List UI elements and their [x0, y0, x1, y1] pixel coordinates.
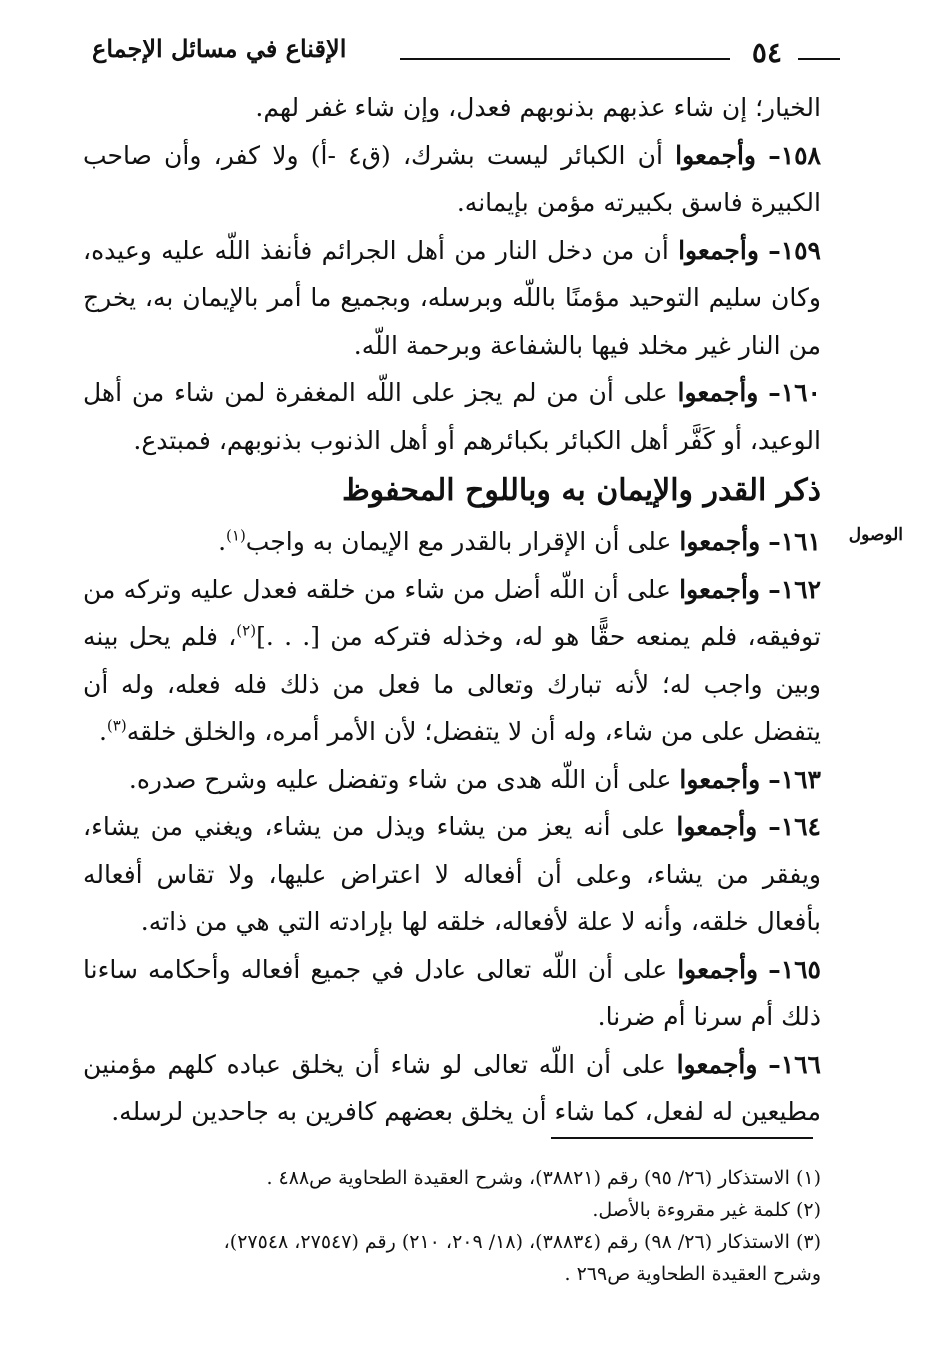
paragraph-164 [83, 803, 821, 946]
paragraph-160 [83, 369, 821, 464]
keyword: وأجمعوا [676, 812, 758, 841]
paragraph-162 [83, 566, 821, 756]
header-rule [400, 58, 730, 60]
paragraph-text: أن الكبائر ليست بشرك، (ق٤ -أ) ولا كفر، وأن صاحب الكبيرة فاسق بكبيرته مؤمن بإيمانه. [83, 140, 821, 217]
item-number: ١٦٢– [768, 574, 822, 604]
paragraph-166 [83, 1041, 821, 1136]
keyword: وأجمعوا [679, 574, 760, 604]
paragraph-158 [83, 132, 821, 227]
footnote-ref: (١) [226, 526, 246, 545]
book-title: الإقناع في مسائل الإجماع [92, 34, 347, 63]
paragraph-text: على أن اللّه هدى من شاء وتفضل عليه وشرح صدره. [128, 764, 680, 794]
footnote-separator [551, 1137, 813, 1139]
running-header [92, 30, 840, 70]
paragraph-text: على أن الإقرار بالقدر مع الإيمان به واجب [245, 527, 680, 556]
keyword: وأجمعوا [675, 140, 756, 170]
paragraph-text: على أن اللّه تعالى لو شاء أن يخلق عباده كلهم مؤمنين مطيعين له لفعل، كما شاء أن يخلق بعضهم كافرين به جاحدين لرسله. [83, 1049, 821, 1126]
item-number: ١٦٤– [768, 812, 821, 841]
item-number: ١٦٠– [768, 378, 821, 407]
keyword: وأجمعوا [677, 378, 759, 407]
item-number: ١٦٥– [768, 954, 821, 984]
paragraph-text: على أنه يعز من يشاء ويذل من يشاء، ويغني من يشاء، ويفقر من يشاء، وعلى أن أفعاله لا اعتراض عليها، ولا تقاس أفعاله بأفعال خلقه، وأنه لا علة لأفعاله، خلقه لها بإرادته التي هي من ذاته. [83, 812, 821, 936]
margin-note: الوصول [848, 525, 903, 545]
footnote-1: (١) الاستذكار (٢٦/ ٩٥) رقم (٣٨٨٢١)، وشرح العقيدة الطحاوية ص٤٨٨ . [266, 1167, 821, 1189]
keyword: وأجمعوا [678, 235, 759, 265]
item-number: ١٥٩– [768, 235, 821, 265]
paragraph-text: على أن اللّه أضل من شاء من خلقه فعدل عليه وتركه من توفيقه، فلم يمنعه حقًّا هو له، وخذله فتركه من [. . .] [83, 574, 821, 651]
body-text [83, 84, 821, 1136]
footnote-2: (٢) كلمة غير مقروءة بالأصل. [592, 1199, 821, 1221]
item-number: ١٥٨– [768, 140, 821, 170]
section-heading: ذكر القدر والإيمان به وباللوح المحفوظ [341, 473, 821, 508]
paragraph-text: على أن اللّه تعالى عادل في جميع أفعاله وأحكامه ساءنا ذلك أم سرنا أم ضرنا. [83, 954, 821, 1031]
keyword: وأجمعوا [679, 527, 761, 556]
paragraph-161 [83, 518, 821, 566]
keyword: وأجمعوا [679, 764, 761, 794]
keyword: وأجمعوا [676, 1049, 758, 1079]
paragraph-tail: . [98, 717, 107, 746]
footnote-3-continuation: وشرح العقيدة الطحاوية ص٢٦٩ . [564, 1263, 821, 1285]
footnote-ref: (٢) [236, 621, 257, 640]
paragraph-text: على أن من لم يجز على اللّه المغفرة لمن شاء من أهل الوعيد، أو كَفَّر أهل الكبائر بكبائرهم أو أهل الذنوب بذنوبهم، فمبتدع. [83, 378, 821, 455]
footnote-ref: (٣) [106, 716, 127, 735]
item-number: ١٦١– [768, 527, 821, 556]
paragraph-text: ، فلم يحل بينه وبين واجب له؛ لأنه تبارك وتعالى ما فعل من ذلك فله فعله، وله أن يتفضل على من شاء، وله أن لا يتفضل؛ لأن الأمر أمره، والخلق خلقه [83, 622, 821, 746]
item-number: ١٦٦– [768, 1049, 821, 1079]
paragraph-165 [83, 946, 821, 1041]
paragraph-159 [83, 227, 821, 370]
item-number: ١٦٣– [768, 764, 821, 794]
page-number: ٥٤ [751, 36, 782, 69]
header-dash [798, 58, 840, 60]
keyword: وأجمعوا [677, 954, 759, 984]
footnotes [81, 1162, 821, 1290]
paragraph-tail: . [218, 527, 227, 556]
footnote-3: (٣) الاستذكار (٢٦/ ٩٨) رقم (٣٨٨٣٤)، (١٨/ ٢٠٩، ٢١٠) رقم (٢٧٥٤٧، ٢٧٥٤٨)، [223, 1231, 821, 1253]
paragraph-text: أن من دخل النار من أهل الجرائم فأنفذ اللّه عليه وعيده، وكان سليم التوحيد مؤمنًا باللّه وبرسله، وبجميع ما أمر بالإيمان به، يخرج من النار غير مخلد فيها بالشفاعة وبرحمة اللّه. [83, 235, 821, 360]
paragraph-163 [83, 756, 821, 804]
paragraph-continuation: الخيار؛ إن شاء عذبهم بذنوبهم فعدل، وإن شاء غفر لهم. [255, 93, 821, 122]
